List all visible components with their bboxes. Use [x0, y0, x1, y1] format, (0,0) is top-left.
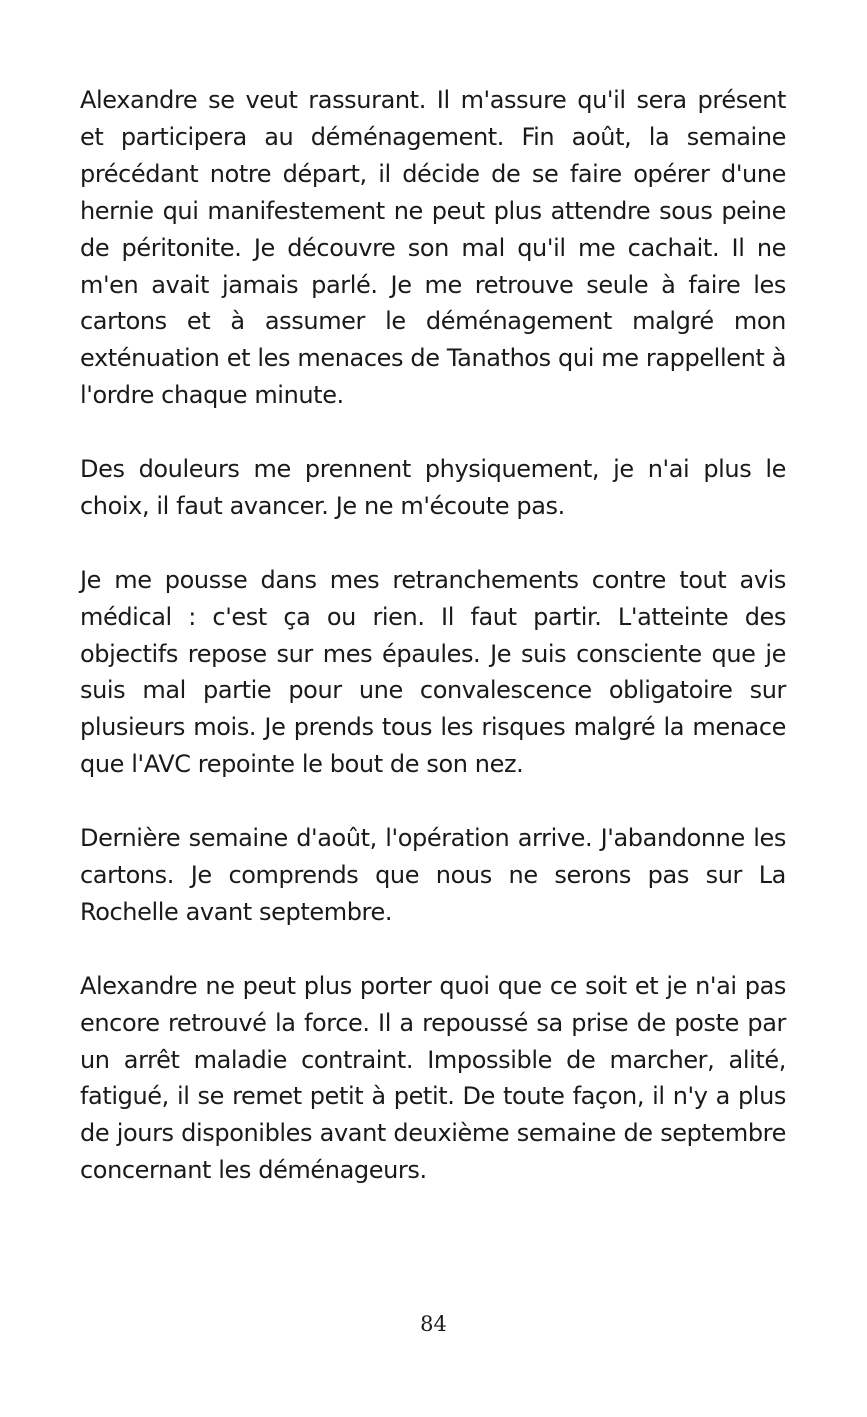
paragraph-1: Alexandre se veut rassurant. Il m'assure qu'il sera présent et participera au déménagement. Fin août, la semaine précédant notre départ, il décide de se faire opérer d'une hernie qui manifestement ne peut plus attendre sous peine de péritonite. Je découvre son mal qu'il me cachait. Il ne m'en avait jamais parlé. Je me retrouve seule à faire les cartons et à assumer le déménagement malgré mon exténuation et les menaces de Tanathos qui me rappellent à l'ordre chaque minute. — [80, 86, 786, 410]
body-text — [80, 82, 786, 1226]
page-number: 84 — [420, 1312, 447, 1336]
paragraph-4: Dernière semaine d'août, l'opération arrive. J'abandonne les cartons. Je comprends que nous ne serons pas sur La Rochelle avant septembre. — [80, 824, 786, 926]
paragraph-2: Des douleurs me prennent physiquement, je n'ai plus le choix, il faut avancer. Je ne m'écoute pas. — [80, 455, 786, 520]
paragraph-3: Je me pousse dans mes retranchements contre tout avis médical : c'est ça ou rien. Il faut partir. L'atteinte des objectifs repose sur mes épaules. Je suis consciente que je suis mal partie pour une convalescence obligatoire sur plusieurs mois. Je prends tous les risques malgré la menace que l'AVC repointe le bout de son nez. — [80, 565, 786, 779]
paragraph-5: Alexandre ne peut plus porter quoi que ce soit et je n'ai pas encore retrouvé la force. Il a repoussé sa prise de poste par un arrêt maladie contraint. Impossible de marcher, alité, fatigué, il se remet petit à petit. De toute façon, il n'y a plus de jours disponibles avant deuxième semaine de septembre concernant les déménageurs. — [80, 971, 786, 1185]
